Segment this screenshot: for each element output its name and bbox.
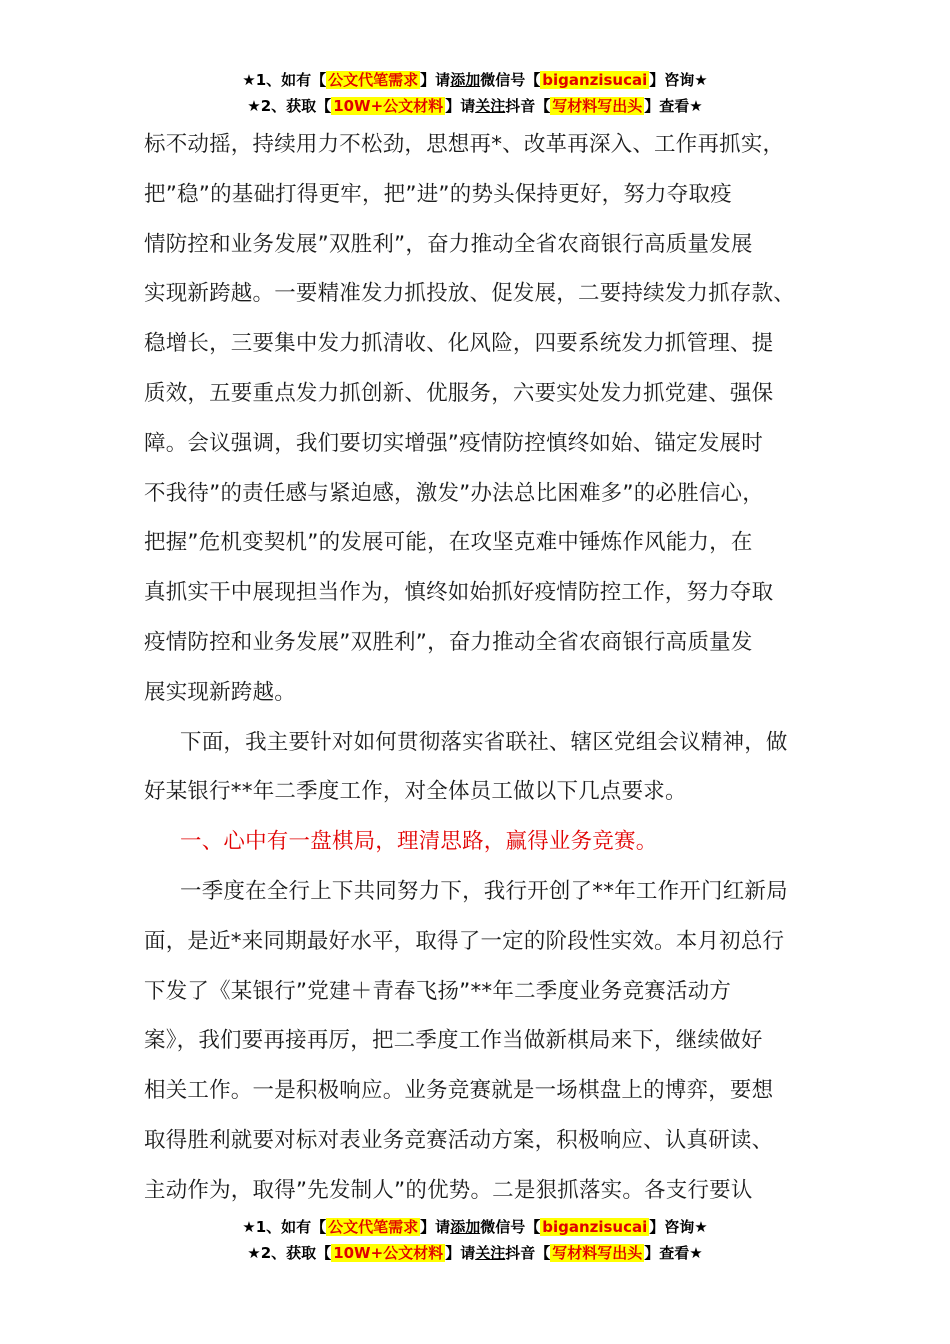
- banner-text: 】请: [420, 71, 451, 89]
- body-line: 下面，我主要针对如何贯彻落实省联社、辖区党组会议精神，做: [180, 729, 788, 755]
- banner-text: 】请: [445, 1244, 476, 1262]
- banner-line-1: [0, 1215, 950, 1241]
- banner-text: 微信号【: [480, 1218, 541, 1236]
- body-line: 取得胜利就要对标对表业务竞赛活动方案，积极响应、认真研读、: [144, 1127, 774, 1153]
- banner-text: ★1、如有【: [242, 1218, 327, 1236]
- body-line: 标不动摇，持续用力不松劲，思想再*、改革再深入、工作再抓实，: [144, 132, 785, 157]
- bottom-banner: [0, 1215, 950, 1267]
- banner-text: 微信号【: [480, 71, 541, 89]
- banner-highlight: biganzisucai: [542, 1218, 648, 1236]
- banner-highlight: 公文代笔需求: [328, 1218, 419, 1236]
- body-line: 相关工作。一是积极响应。业务竞赛就是一场棋盘上的博弈，要想: [144, 1078, 774, 1104]
- body-line: 障。会议强调，我们要切实增强”疫情防控慎终如始、锚定发展时: [144, 430, 763, 456]
- body-line: 情防控和业务发展”双胜利”，奋力推动全省农商银行高质量发展: [144, 231, 753, 257]
- body-line: 案》，我们要再接再厉，把二季度工作当做新棋局来下，继续做好: [144, 1028, 763, 1054]
- banner-underlined: 添加: [450, 1218, 481, 1236]
- banner-highlight: 公文代笔需求: [328, 71, 419, 89]
- banner-text: 】查看★: [644, 1244, 703, 1262]
- banner-text: 】咨询★: [649, 71, 708, 89]
- banner-text: 】请: [420, 1218, 451, 1236]
- banner-highlight: biganzisucai: [542, 71, 648, 89]
- banner-text: 】查看★: [644, 97, 703, 115]
- body-line: 不我待”的责任感与紧迫感，激发”办法总比困难多”的必胜信心，: [144, 480, 764, 506]
- body-line: 真抓实干中展现担当作为，慎终如始抓好疫情防控工作，努力夺取: [144, 580, 774, 606]
- body-line: 展实现新跨越。: [144, 679, 296, 705]
- document-body: [144, 120, 834, 1216]
- body-line: 把握”危机变契机”的发展可能，在攻坚克难中锤炼作风能力，在: [144, 530, 753, 556]
- body-line: 把”稳”的基础打得更牢，把”进”的势头保持更好，努力夺取疫: [144, 181, 732, 207]
- banner-highlight: 10W+公文材料: [333, 97, 444, 115]
- body-line: 质效，五要重点发力抓创新、优服务，六要实处发力抓党建、强保: [144, 380, 774, 406]
- body-line: 下发了《某银行”党建＋青春飞扬”**年二季度业务竞赛活动方: [144, 978, 732, 1004]
- banner-line-2: [0, 94, 950, 120]
- body-line: 一季度在全行上下共同努力下，我行开创了**年工作开门红新局: [180, 878, 788, 904]
- body-line: 好某银行**年二季度工作，对全体员工做以下几点要求。: [144, 779, 687, 805]
- banner-text: 抖音【: [505, 97, 551, 115]
- banner-text: ★1、如有【: [242, 71, 327, 89]
- banner-underlined: 关注: [475, 97, 506, 115]
- banner-text: 】请: [445, 97, 476, 115]
- body-line: 面，是近*来同期最好水平，取得了一定的阶段性实效。本月初总行: [144, 928, 785, 954]
- banner-text: ★2、获取【: [247, 1244, 332, 1262]
- section-heading: 一、心中有一盘棋局，理清思路，赢得业务竞赛。: [180, 829, 658, 855]
- banner-highlight: 写材料写出头: [552, 97, 643, 115]
- banner-highlight: 写材料写出头: [552, 1244, 643, 1262]
- banner-line-2: [0, 1241, 950, 1267]
- banner-text: ★2、获取【: [247, 97, 332, 115]
- banner-text: 】咨询★: [649, 1218, 708, 1236]
- banner-line-1: [0, 68, 950, 94]
- banner-underlined: 关注: [475, 1244, 506, 1262]
- body-line: 疫情防控和业务发展”双胜利”，奋力推动全省农商银行高质量发: [144, 629, 753, 655]
- banner-highlight: 10W+公文材料: [333, 1244, 444, 1262]
- banner-text: 抖音【: [505, 1244, 551, 1262]
- body-line: 稳增长，三要集中发力抓清收、化风险，四要系统发力抓管理、提: [144, 331, 774, 357]
- body-line: 实现新跨越。一要精准发力抓投放、促发展，二要持续发力抓存款、: [144, 281, 796, 307]
- top-banner: [0, 68, 950, 120]
- body-line: 主动作为，取得”先发制人”的优势。二是狠抓落实。各支行要认: [144, 1177, 753, 1203]
- banner-underlined: 添加: [450, 71, 481, 89]
